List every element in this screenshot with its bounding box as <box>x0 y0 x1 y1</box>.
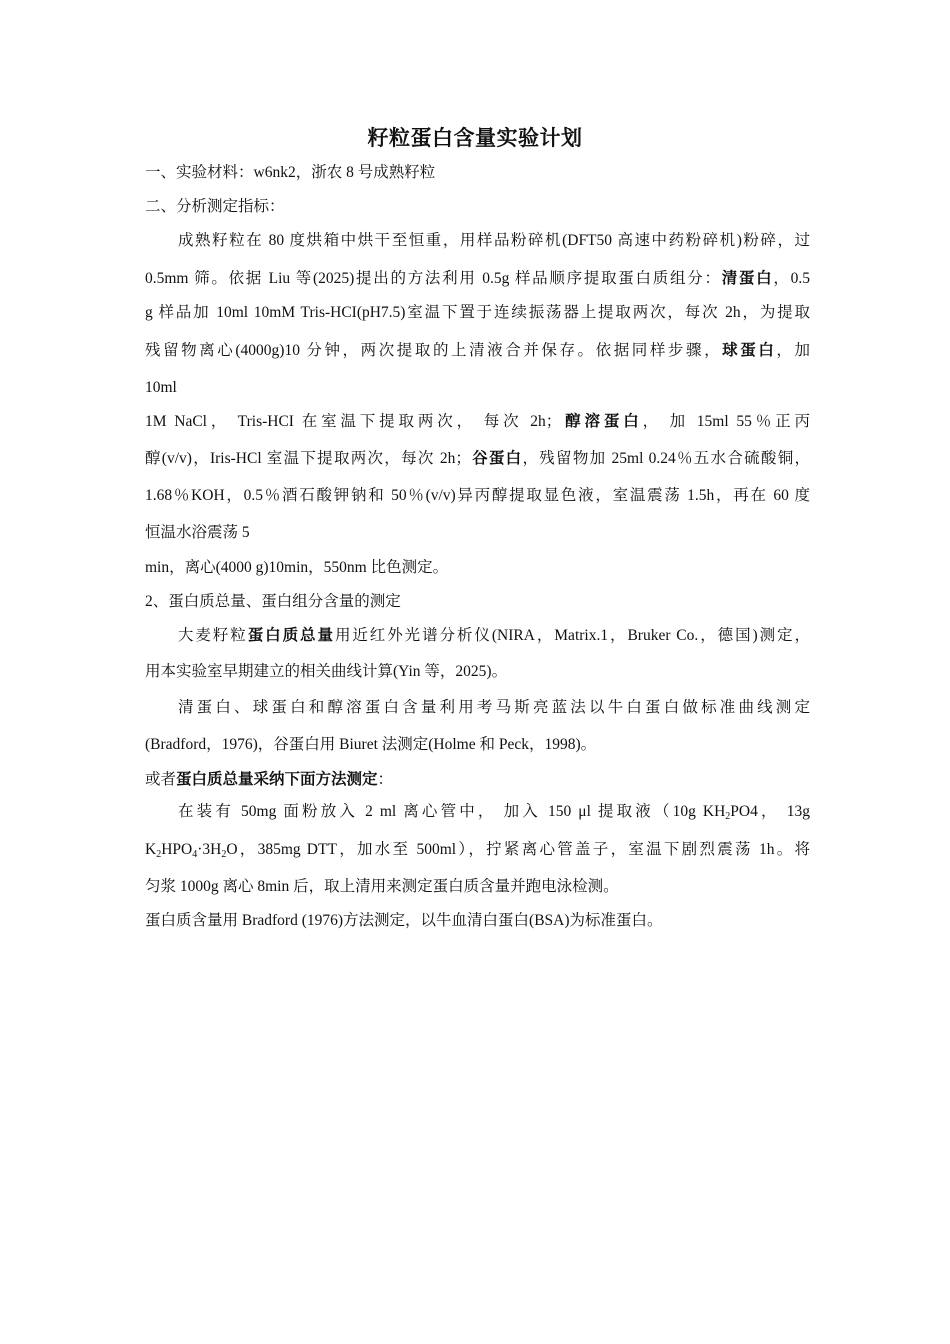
alternative-method-heading: 或者蛋白质总量采纳下面方法测定： <box>145 771 394 788</box>
p1-line-9: 恒温水浴震荡 5 <box>145 524 250 541</box>
section-2-heading: 2、蛋白质总量、蛋白组分含量的测定 <box>145 593 401 610</box>
p1-line-4: 残留物离心(4000g)10 分钟，两次提取的上清液合并保存。依据同样步骤，球蛋白，加 <box>145 342 810 359</box>
p1-line-8: 1.68％KOH，0.5％酒石酸钾钠和 50％(v/v)异丙醇提取显色液，室温震荡 1.5h，再在 60 度 <box>145 487 810 504</box>
p1-line-7: 醇(v/v)，Iris-HCl 室温下提取两次，每次 2h；谷蛋白，残留物加 25ml 0.24％五水合硫酸铜， <box>145 450 810 467</box>
p1-line-2: 0.5mm 筛。依据 Liu 等(2025)提出的方法利用 0.5g 样品顺序提取蛋白质组分：清蛋白，0.5 <box>145 270 810 287</box>
indicators-heading: 二、分析测定指标： <box>145 198 285 215</box>
p1-line-3: g 样品加 10ml 10mM Tris-HCI(pH7.5)室温下置于连续振荡器上提取两次，每次 2h，为提取 <box>145 304 810 321</box>
p3-line-2: (Bradford，1976)，谷蛋白用 Biuret 法测定(Holme 和 Peck，1998)。 <box>145 736 597 753</box>
p2-line-1: 大麦籽粒蛋白质总量用近红外光谱分析仪(NIRA，Matrix.1，Bruker Co.，德国)测定， <box>178 627 810 644</box>
p4-line-1: 在装有 50mg 面粉放入 2 ml 离心管中， 加入 150 μl 提取液（10g $KH_2PO4$， 13g <box>178 803 810 822</box>
prolamin-term: 醇溶蛋白 <box>561 413 643 430</box>
page-title: 籽粒蛋白含量实验计划 <box>367 126 583 150</box>
glutelin-term: 谷蛋白 <box>470 450 523 467</box>
p3-line-1: 清蛋白、球蛋白和醇溶蛋白含量利用考马斯亮蓝法以牛白蛋白做标准曲线测定 <box>178 699 810 716</box>
final-line: 蛋白质含量用 Bradford (1976)方法测定，以牛血清白蛋白(BSA)为标准蛋白。 <box>145 912 663 929</box>
albumin-term: 清蛋白 <box>721 270 774 287</box>
p4-line-3: 匀浆 1000g 离心 8min 后，取上清用来测定蛋白质含量并跑电泳检测。 <box>145 878 619 895</box>
p1-line-10: min，离心(4000 g)10min，550nm 比色测定。 <box>145 559 449 576</box>
materials-line: 一、实验材料：w6nk2，浙农 8 号成熟籽粒 <box>145 164 436 181</box>
p1-line-1: 成熟籽粒在 80 度烘箱中烘干至恒重，用样品粉碎机(DFT50 高速中药粉碎机)粉碎，过 <box>178 232 810 249</box>
globulin-term: 球蛋白 <box>722 342 777 359</box>
p1-line-6: 1M NaCl， Tris-HCI 在室温下提取两次， 每次 2h；醇溶蛋白， 加 15ml 55％正丙 <box>145 413 810 430</box>
total-protein-term: 蛋白质总量 <box>247 627 335 644</box>
p2-line-2: 用本实验室早期建立的相关曲线计算(Yin 等，2025)。 <box>145 663 508 680</box>
p4-line-2: $K_2HPO_4\cdot 3H_2O$，385mg DTT，加水至 500ml），拧紧离心管盖子，室温下剧烈震荡 1h。将 <box>145 841 810 860</box>
p1-line-5: 10ml <box>145 379 177 396</box>
